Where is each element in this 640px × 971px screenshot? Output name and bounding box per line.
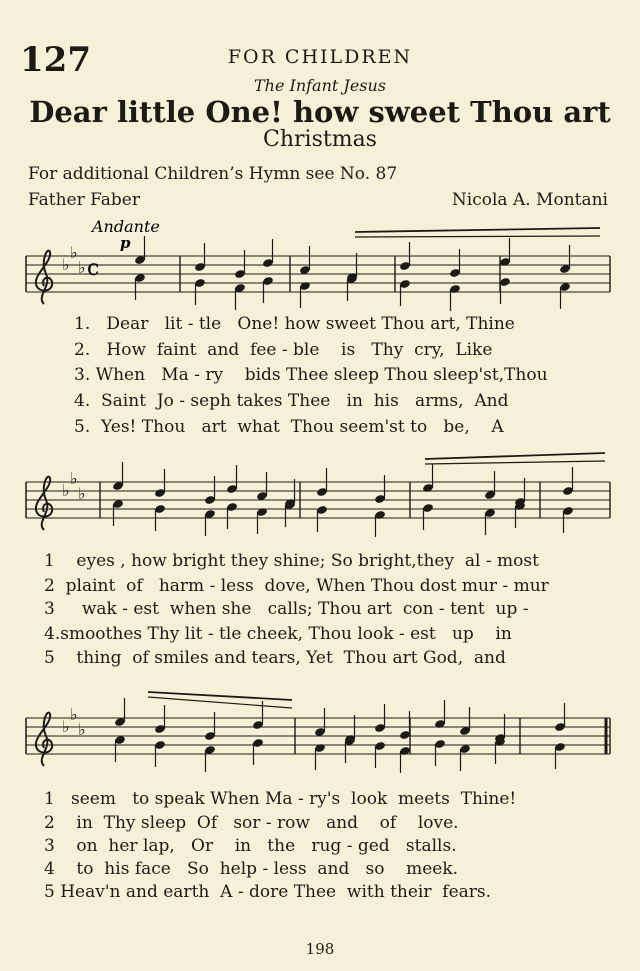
key-flat: ♭	[70, 469, 78, 488]
crescendo-line	[425, 453, 605, 459]
tempo-marking: Andante	[92, 217, 160, 236]
lyric-line: 4 to his face So help - less and so meek.	[44, 859, 459, 879]
treble-clef	[36, 477, 52, 530]
treble-clef	[36, 713, 52, 766]
words-credit: Father Faber	[28, 190, 140, 210]
lyric-line: 3. When Ma - ry bids Thee sleep Thou sleep'st,Thou	[74, 365, 548, 385]
crescendo-line	[425, 461, 605, 464]
lyric-line: 2 plaint of harm - less dove, When Thou dost mur - mur	[44, 576, 549, 596]
lyric-line: 1. Dear lit - tle One! how sweet Thou art, Thine	[74, 314, 515, 334]
hymn-occasion: Christmas	[263, 127, 377, 152]
crescendo-line	[355, 236, 600, 237]
crescendo-line	[355, 228, 600, 232]
hymn-subtitle: The Infant Jesus	[253, 76, 387, 95]
hymn-number: 127	[20, 40, 91, 80]
lyric-line: 3 wak - est when she calls; Thou art con - tent up -	[44, 599, 529, 619]
key-flat: ♭	[78, 484, 86, 503]
section-heading: FOR CHILDREN	[227, 46, 413, 68]
lyric-line: 5 thing of smiles and tears, Yet Thou art God, and	[44, 648, 506, 668]
cross-reference: For additional Children’s Hymn see No. 87	[28, 164, 398, 184]
lyric-line: 1 eyes , how bright they shine; So bright,they al - most	[44, 551, 539, 571]
key-flat: ♭	[62, 255, 70, 274]
lyric-line: 1 seem to speak When Ma - ry's look meets Thine!	[44, 789, 517, 809]
lyric-line: 2. How faint and fee - ble is Thy cry, Like	[74, 340, 493, 360]
lyric-line: 5. Yes! Thou art what Thou seem'st to be, A	[74, 417, 504, 437]
lyric-line: 2 in Thy sleep Of sor - row and of love.	[44, 813, 459, 833]
lyric-line: 5 Heav'n and earth A - dore Thee with their fears.	[44, 882, 492, 902]
lyric-line: 4. Saint Jo - seph takes Thee in his arms, And	[74, 391, 509, 411]
lyric-line: 3 on her lap, Or in the rug - ged stalls.	[44, 836, 457, 856]
key-flat: ♭	[62, 717, 70, 736]
lyric-line: 4.smoothes Thy lit - tle cheek, Thou look - est up in	[44, 624, 512, 644]
treble-clef	[36, 251, 52, 304]
key-flat: ♭	[62, 481, 70, 500]
key-flat: ♭	[78, 258, 86, 277]
hymn-title: Dear little One! how sweet Thou art	[29, 95, 611, 129]
key-flat: ♭	[70, 243, 78, 262]
page-number: 198	[305, 940, 335, 958]
key-flat: ♭	[78, 720, 86, 739]
time-signature: c	[87, 256, 100, 281]
score-layer	[26, 228, 610, 773]
dynamic-marking: p	[120, 234, 131, 252]
music-credit: Nicola A. Montani	[451, 190, 608, 210]
key-flat: ♭	[70, 705, 78, 724]
